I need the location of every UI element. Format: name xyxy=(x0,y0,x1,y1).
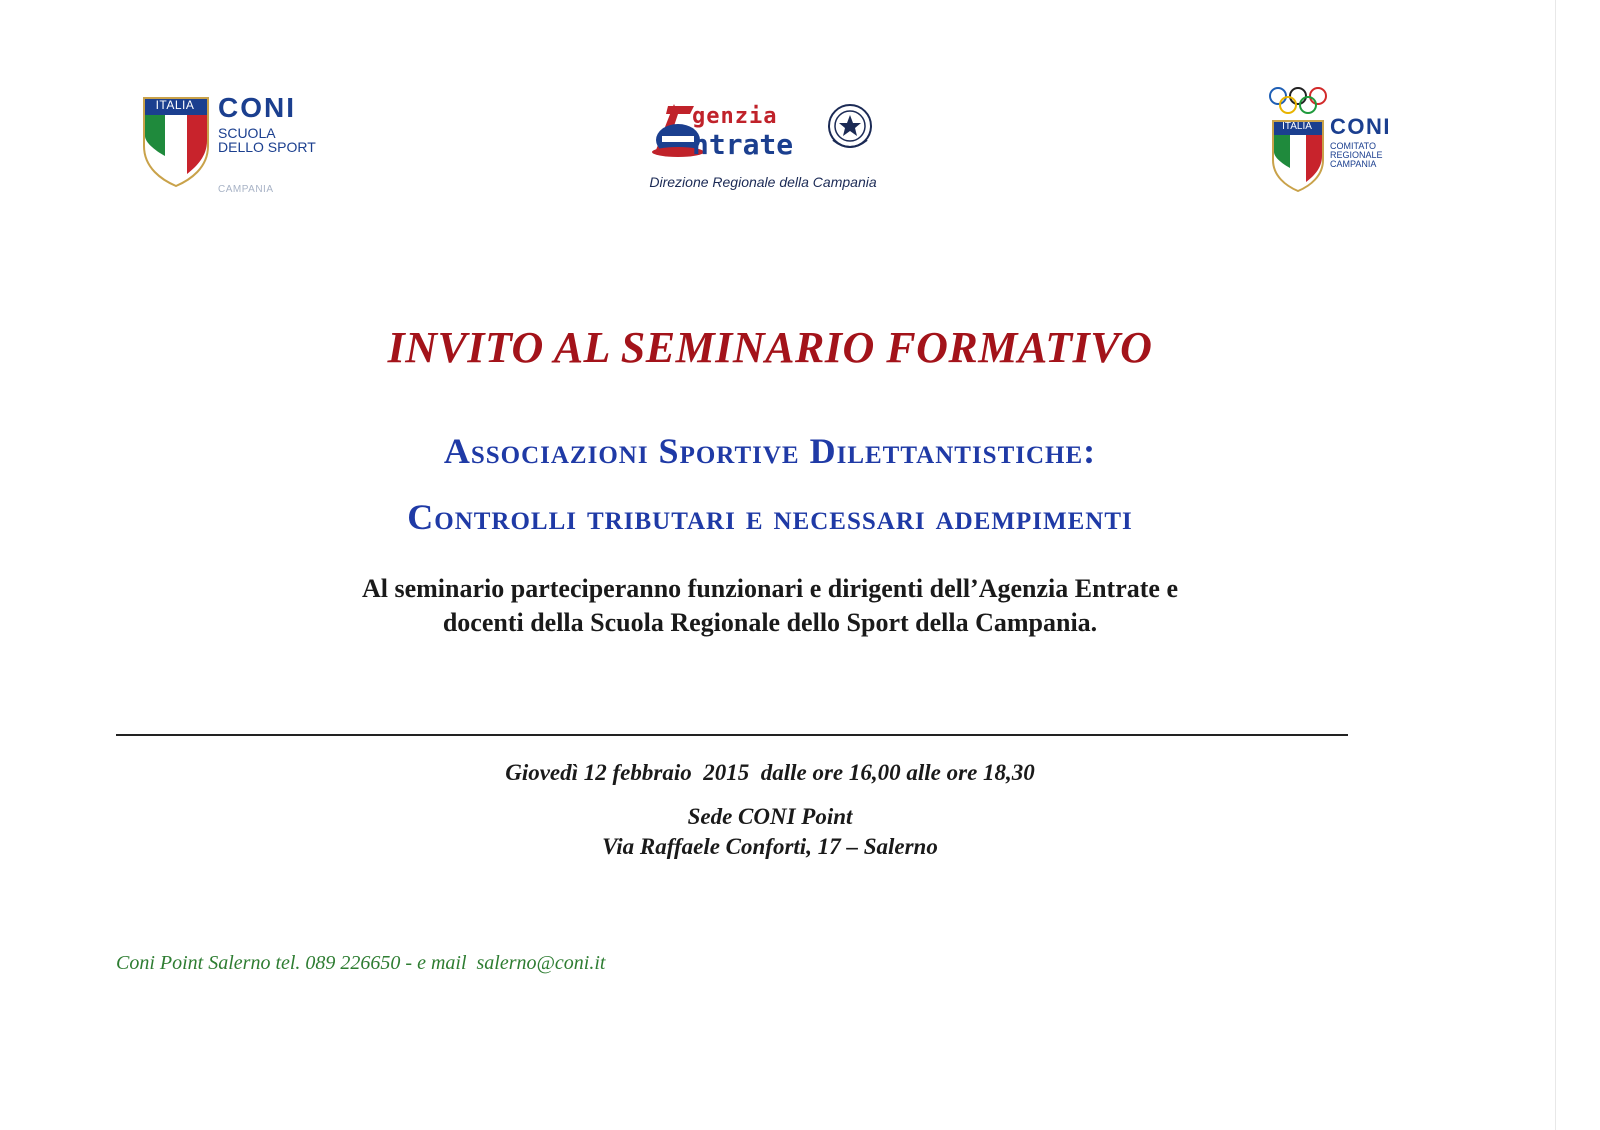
entrate-wordmark: ntrate xyxy=(692,128,794,161)
agenzia-entrate-logo xyxy=(640,96,900,196)
contact-info: Coni Point Salerno tel. 089 226650 - e mail salerno@coni.it xyxy=(116,952,606,974)
intro-text-line: docenti della Scuola Regionale dello Sport della Campania. xyxy=(442,608,1098,637)
seminar-title-line: Controlli tributari e necessari adempimenti xyxy=(407,497,1133,537)
coni-scuola-logo xyxy=(142,92,362,206)
coni-subtitle xyxy=(1330,142,1420,169)
seminar-title-line: Associazioni Sportive Dilettantistiche: xyxy=(443,431,1097,471)
divider xyxy=(116,734,1348,736)
coni-subtitle-line: DELLO SPORT xyxy=(218,139,316,155)
agenzia-wordmark: genzia xyxy=(692,104,778,129)
invitation-heading: INVITO AL SEMINARIO FORMATIVO xyxy=(387,323,1153,372)
shield-label: ITALIA xyxy=(1282,121,1312,132)
intro-text-line: Al seminario parteciperanno funzionari e dirigenti dell’Agenzia Entrate e xyxy=(361,574,1178,603)
event-venue: Sede CONI Point xyxy=(687,804,853,829)
shield-label: ITALIA xyxy=(155,98,195,112)
olympic-rings-icon xyxy=(1268,86,1330,116)
coni-region: CAMPANIA xyxy=(218,184,274,195)
coni-name: CONI xyxy=(1330,114,1391,139)
coni-subtitle-line: CAMPANIA xyxy=(1330,159,1377,169)
coni-subtitle-line: REGIONALE xyxy=(1330,150,1383,160)
coni-comitato-logo xyxy=(1268,86,1418,196)
coni-name: CONI xyxy=(218,92,296,123)
department-label: Direzione Regionale della Campania xyxy=(649,174,877,190)
coni-subtitle xyxy=(218,126,368,154)
scan-edge xyxy=(1555,0,1556,1130)
event-address: Via Raffaele Conforti, 17 – Salerno xyxy=(602,834,938,859)
italian-republic-emblem-icon xyxy=(825,100,875,156)
coni-subtitle-line: COMITATO xyxy=(1330,141,1376,151)
event-date-time: Giovedì 12 febbraio 2015 dalle ore 16,00 alle ore 18,30 xyxy=(505,760,1035,785)
coni-subtitle-line: SCUOLA xyxy=(218,125,276,141)
